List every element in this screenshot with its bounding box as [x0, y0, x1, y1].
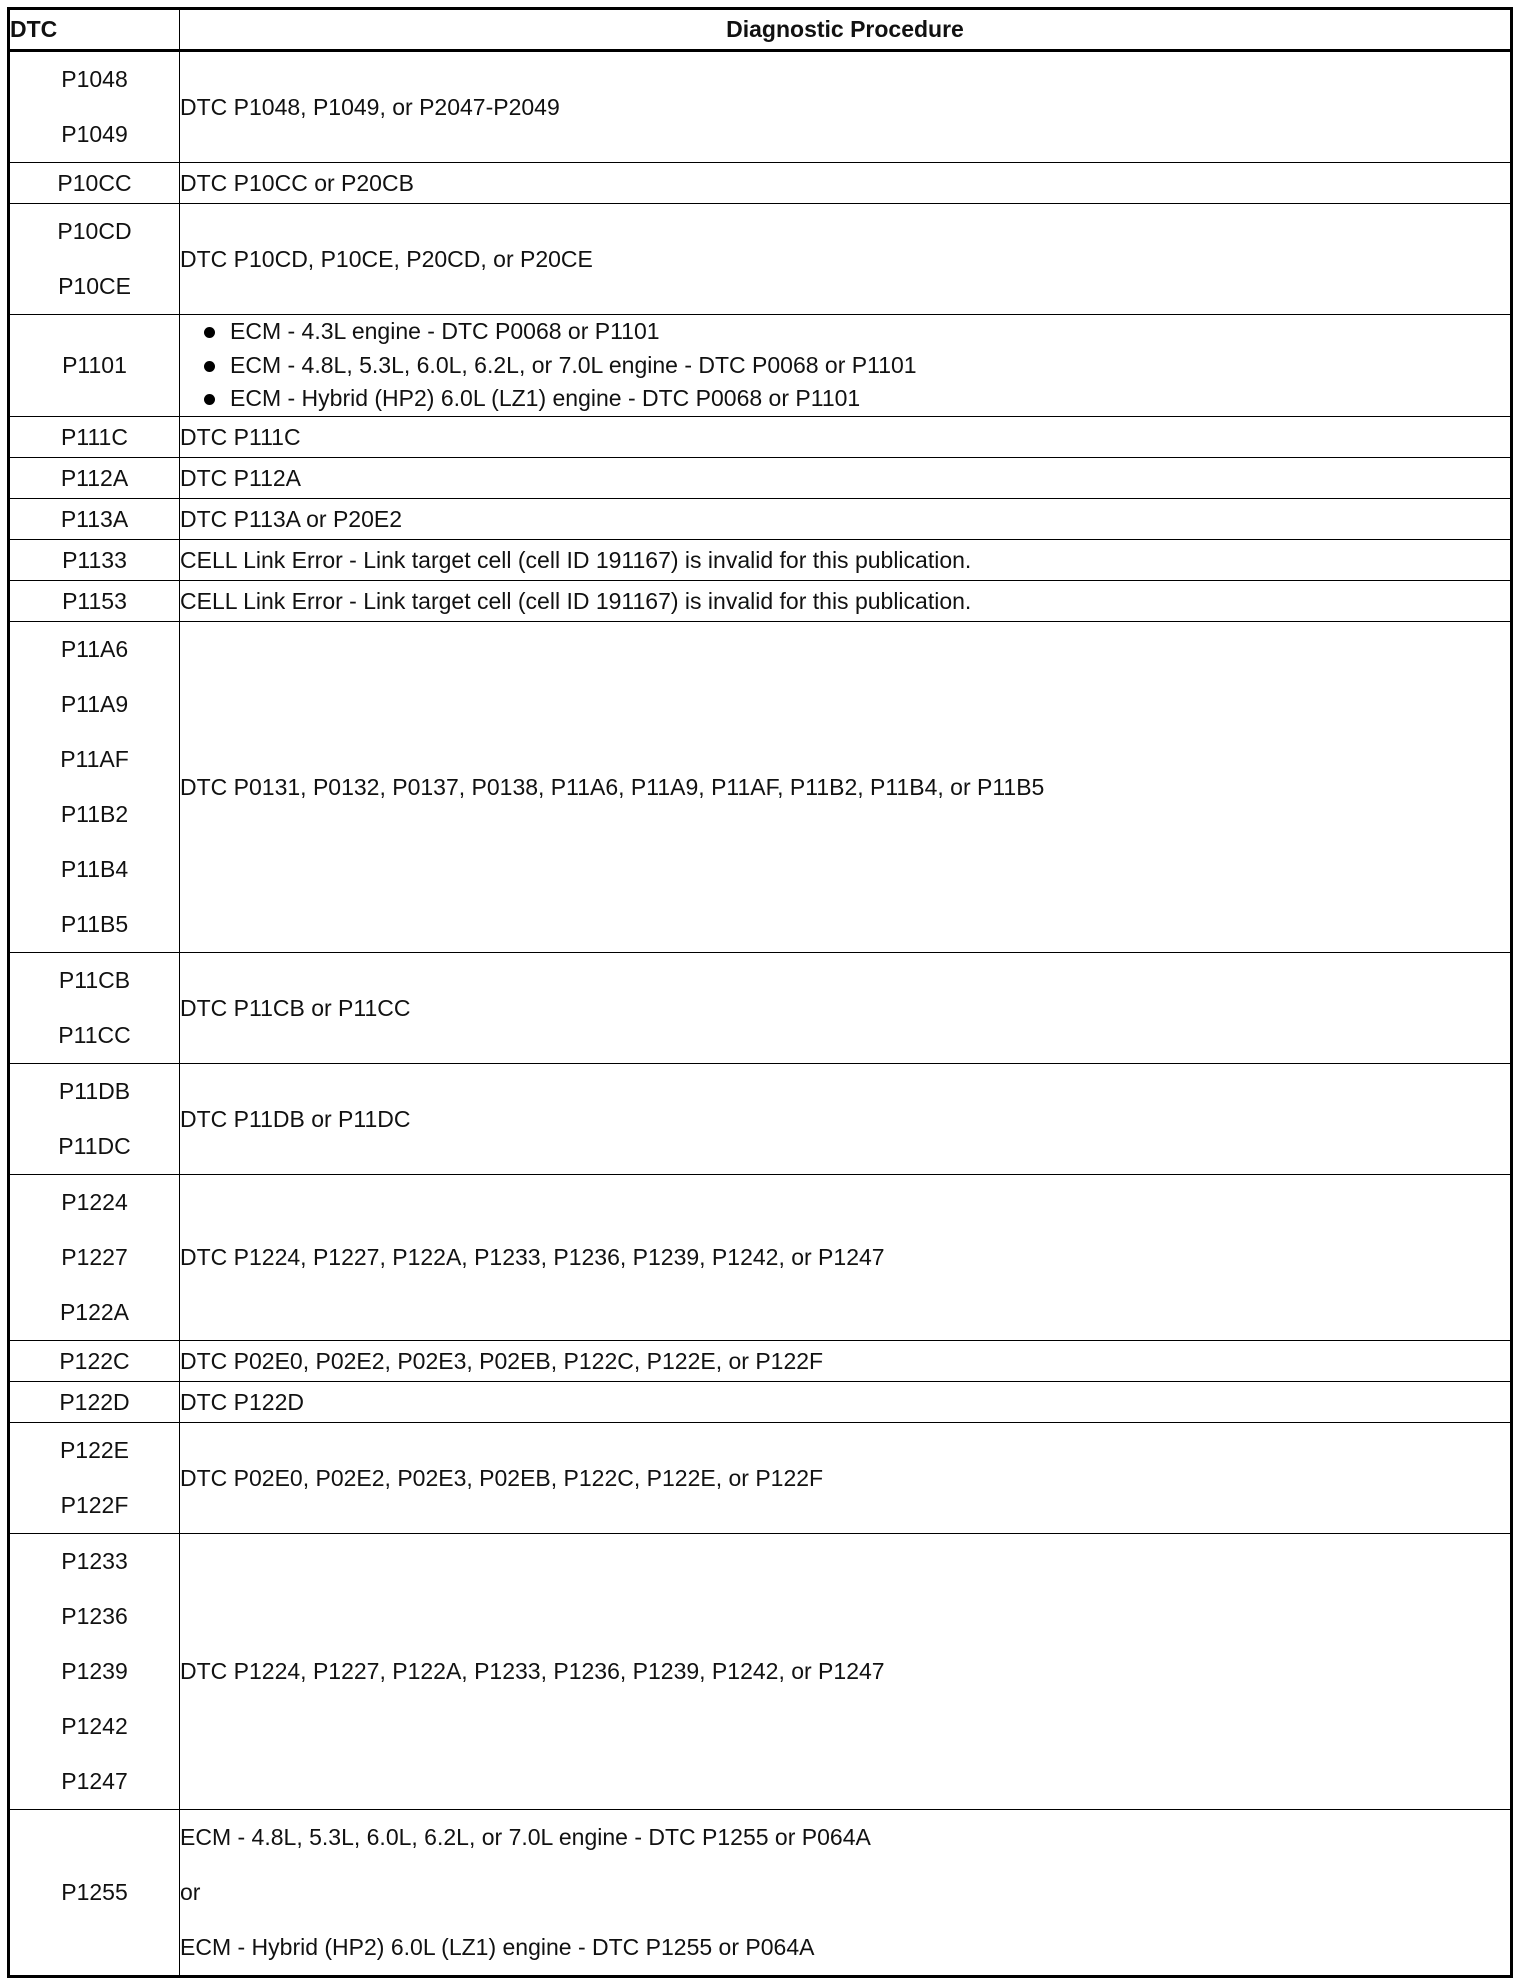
procedure-line[interactable]: ECM - 4.8L, 5.3L, 6.0L, 6.2L, or 7.0L engine - DTC P1255 or P064A	[180, 1823, 871, 1850]
dtc-cell	[9, 315, 180, 417]
procedure-cell	[180, 1533, 1512, 1809]
procedure-cell	[180, 952, 1512, 1063]
procedure-link-text[interactable]: CELL Link Error - Link target cell (cell ID 191167) is invalid for this publication.	[180, 587, 972, 614]
dtc-code: P1133	[62, 546, 127, 573]
dtc-code: P1048	[61, 66, 128, 92]
dtc-cell	[9, 1174, 180, 1340]
table-row	[9, 1174, 1512, 1340]
table-body	[9, 51, 1512, 1977]
dtc-cell	[9, 204, 180, 315]
dtc-cell	[9, 580, 180, 621]
table-row	[9, 952, 1512, 1063]
procedure-cell	[180, 163, 1512, 204]
table-row	[9, 539, 1512, 580]
procedure-line[interactable]: ECM - Hybrid (HP2) 6.0L (LZ1) engine - DTC P1255 or P064A	[180, 1933, 815, 1960]
dtc-code: P122C	[59, 1347, 130, 1374]
procedure-cell	[180, 580, 1512, 621]
procedure-bullet-item	[200, 349, 1510, 383]
dtc-code: P1239	[61, 1657, 128, 1684]
table-row	[9, 1340, 1512, 1381]
header-diagnostic-procedure: Diagnostic Procedure	[180, 9, 1512, 51]
dtc-code: P11AF	[60, 745, 129, 772]
dtc-code: P111C	[61, 423, 128, 450]
procedure-link-text[interactable]: ECM - 4.3L engine - DTC P0068 or P1101	[230, 318, 660, 344]
procedure-line: or	[180, 1878, 201, 1905]
table-row	[9, 416, 1512, 457]
table-row	[9, 204, 1512, 315]
table-header-row	[9, 9, 1512, 51]
dtc-code: P122F	[60, 1491, 129, 1518]
procedure-link-text[interactable]: DTC P10CC or P20CB	[180, 170, 414, 196]
dtc-code: P1255	[61, 1879, 128, 1905]
procedure-cell	[180, 1340, 1512, 1381]
procedure-link-text[interactable]: CELL Link Error - Link target cell (cell ID 191167) is invalid for this publication.	[180, 546, 972, 573]
dtc-code: P1224	[61, 1188, 128, 1215]
dtc-code: P11DC	[58, 1132, 131, 1159]
procedure-cell	[180, 498, 1512, 539]
procedure-link-text[interactable]: DTC P02E0, P02E2, P02E3, P02EB, P122C, P122E, or P122F	[180, 1464, 824, 1491]
dtc-cell	[9, 51, 180, 163]
procedure-bullet-item	[200, 315, 1510, 349]
procedure-link-text[interactable]: DTC P02E0, P02E2, P02E3, P02EB, P122C, P122E, or P122F	[180, 1347, 824, 1374]
dtc-code: P1101	[62, 352, 127, 379]
dtc-code: P1233	[61, 1547, 128, 1574]
table-row	[9, 1063, 1512, 1174]
dtc-cell	[9, 1809, 180, 1976]
procedure-link-text[interactable]: DTC P11CB or P11CC	[180, 994, 411, 1021]
procedure-link-text[interactable]: DTC P1048, P1049, or P2047-P2049	[180, 94, 560, 120]
dtc-code: P122E	[59, 1436, 130, 1463]
dtc-cell	[9, 1533, 180, 1809]
dtc-code: P11B2	[60, 800, 129, 827]
dtc-cell	[9, 163, 180, 204]
procedure-cell	[180, 416, 1512, 457]
table-row	[9, 457, 1512, 498]
header-dtc: DTC	[9, 9, 180, 51]
dtc-code: P1049	[61, 121, 128, 147]
procedure-link-text[interactable]: ECM - Hybrid (HP2) 6.0L (LZ1) engine - DTC P0068 or P1101	[230, 385, 861, 411]
procedure-cell	[180, 621, 1512, 952]
procedure-cell	[180, 1809, 1512, 1976]
dtc-code: P10CE	[58, 273, 131, 299]
dtc-procedure-table	[7, 7, 1513, 1978]
table-row	[9, 580, 1512, 621]
table-row	[9, 163, 1512, 204]
dtc-code: P122A	[59, 1298, 130, 1325]
dtc-code: P10CC	[57, 170, 132, 196]
dtc-code: P1247	[61, 1767, 128, 1794]
table-row	[9, 498, 1512, 539]
procedure-link-text[interactable]: DTC P112A	[180, 464, 302, 491]
table-row	[9, 315, 1512, 417]
dtc-code: P10CD	[57, 218, 132, 244]
procedure-link-text[interactable]: DTC P122D	[180, 1388, 304, 1415]
dtc-cell	[9, 1422, 180, 1533]
table-row	[9, 1381, 1512, 1422]
dtc-cell	[9, 621, 180, 952]
dtc-code: P11DB	[58, 1077, 131, 1104]
procedure-link-text[interactable]: ECM - 4.8L, 5.3L, 6.0L, 6.2L, or 7.0L engine - DTC P0068 or P1101	[230, 351, 917, 378]
procedure-cell	[180, 51, 1512, 163]
table-row	[9, 1533, 1512, 1809]
dtc-cell	[9, 416, 180, 457]
procedure-cell	[180, 539, 1512, 580]
dtc-code: P1153	[62, 587, 127, 614]
table-row	[9, 621, 1512, 952]
dtc-cell	[9, 952, 180, 1063]
dtc-code: P11A9	[60, 690, 129, 717]
dtc-code: P122D	[59, 1388, 130, 1415]
procedure-cell	[180, 1174, 1512, 1340]
dtc-code: P11CB	[58, 966, 131, 993]
dtc-cell	[9, 1340, 180, 1381]
procedure-cell	[180, 204, 1512, 315]
procedure-link-text[interactable]: DTC P10CD, P10CE, P20CD, or P20CE	[180, 246, 593, 272]
dtc-code: P1242	[61, 1712, 128, 1739]
procedure-link-text[interactable]: DTC P11DB or P11DC	[180, 1105, 411, 1132]
dtc-cell	[9, 1381, 180, 1422]
dtc-code: P112A	[60, 464, 129, 491]
procedure-cell	[180, 1381, 1512, 1422]
dtc-code: P1236	[61, 1602, 128, 1629]
table-row	[9, 1809, 1512, 1976]
dtc-cell	[9, 539, 180, 580]
procedure-cell	[180, 457, 1512, 498]
table-row	[9, 51, 1512, 163]
procedure-link-text[interactable]: DTC P0131, P0132, P0137, P0138, P11A6, P11A9, P11AF, P11B2, P11B4, or P11B5	[180, 773, 1045, 800]
procedure-bullet-item	[200, 382, 1510, 416]
bullet-icon	[204, 394, 215, 405]
dtc-cell	[9, 1063, 180, 1174]
procedure-cell	[180, 1422, 1512, 1533]
procedure-cell	[180, 315, 1512, 417]
bullet-icon	[204, 327, 215, 338]
procedure-cell	[180, 1063, 1512, 1174]
dtc-cell	[9, 498, 180, 539]
procedure-link-text[interactable]: DTC P1224, P1227, P122A, P1233, P1236, P1239, P1242, or P1247	[180, 1244, 885, 1270]
procedure-link-text[interactable]: DTC P113A or P20E2	[180, 505, 403, 532]
dtc-code: P11CC	[58, 1021, 131, 1048]
bullet-icon	[204, 361, 215, 372]
procedure-link-text[interactable]: DTC P111C	[180, 423, 301, 450]
dtc-code: P11B5	[60, 910, 129, 937]
table-row	[9, 1422, 1512, 1533]
dtc-code: P113A	[60, 505, 129, 532]
dtc-cell	[9, 457, 180, 498]
procedure-bullet-list	[180, 315, 1510, 416]
dtc-code: P11A6	[60, 635, 129, 662]
dtc-code: P1227	[61, 1243, 128, 1270]
dtc-code: P11B4	[60, 855, 129, 882]
procedure-link-text[interactable]: DTC P1224, P1227, P122A, P1233, P1236, P1239, P1242, or P1247	[180, 1658, 885, 1684]
